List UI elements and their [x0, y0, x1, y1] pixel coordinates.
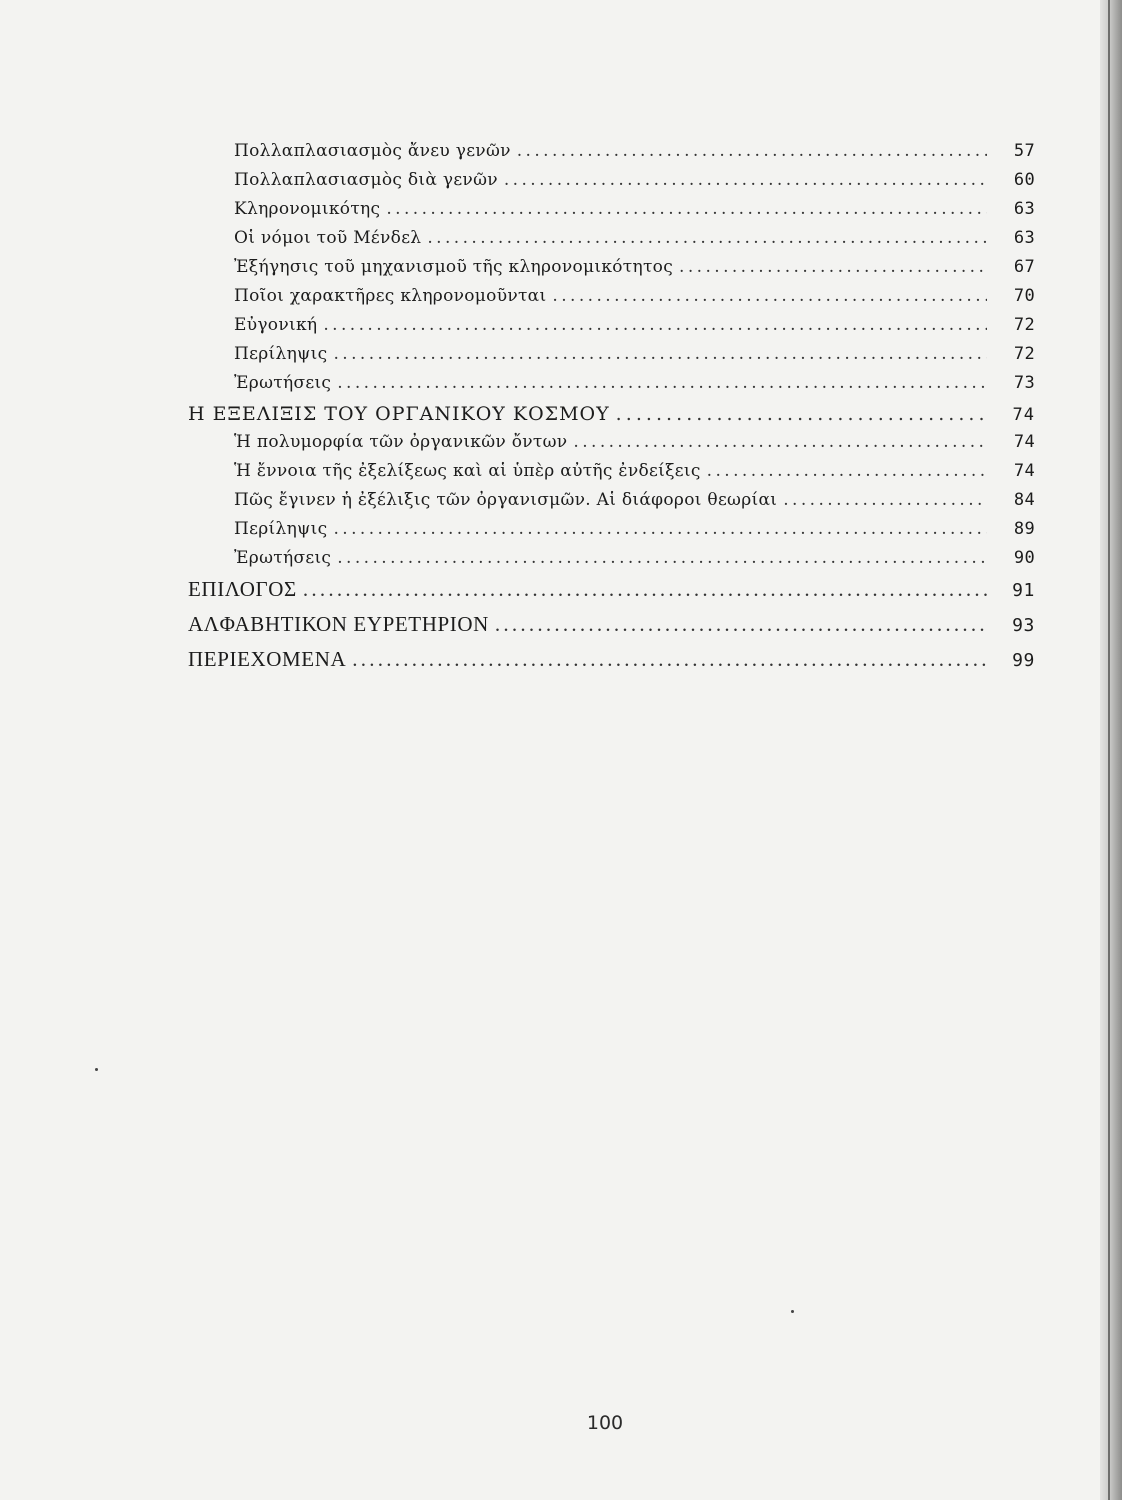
- toc-dot-leader: [386, 199, 987, 219]
- toc-entry-title: Οἱ νόμοι τοῦ Μένδελ: [234, 228, 422, 248]
- toc-entry-page: 74: [1013, 432, 1035, 452]
- toc-dot-leader: [303, 577, 987, 602]
- toc-entry-title: ΑΛΦΑΒΗΤΙΚΟΝ ΕΥΡΕΤΗΡΙΟΝ: [188, 612, 489, 636]
- toc-entry: [188, 647, 1035, 682]
- toc-entry-title: Περίληψις: [234, 519, 328, 539]
- toc-dot-leader: [337, 373, 987, 393]
- page-binding-edge: [1100, 0, 1122, 1500]
- toc-entry-title: Ἐξήγησις τοῦ μηχανισμοῦ τῆς κληρονομικότητος: [234, 257, 674, 277]
- toc-dot-leader: [495, 612, 987, 637]
- toc-dot-leader: [323, 315, 987, 335]
- toc-entry-page: 57: [1013, 141, 1035, 161]
- toc-dot-leader: [337, 548, 987, 568]
- toc-entry-page: 74: [1013, 461, 1035, 481]
- toc-entry-title: Πολλαπλασιασμὸς διὰ γενῶν: [234, 170, 498, 190]
- toc-dot-leader: [707, 461, 987, 481]
- toc-entry-page: 93: [1012, 615, 1035, 636]
- toc-entry-page: 60: [1013, 170, 1035, 190]
- toc-dot-leader: [679, 257, 987, 277]
- toc-entry-title: Περίληψις: [234, 344, 328, 364]
- toc-entry-page: 89: [1013, 519, 1035, 539]
- toc-entry-title: Ποῖοι χαρακτῆρες κληρονομοῦνται: [234, 286, 547, 306]
- page-number: 100: [586, 1412, 624, 1434]
- toc-dot-leader: [573, 432, 987, 452]
- toc-entry-title: Πολλαπλασιασμὸς ἄνευ γενῶν: [234, 141, 511, 161]
- toc-entry-title: Ἡ πολυμορφία τῶν ὀργανικῶν ὄντων: [234, 432, 568, 452]
- toc-entry-title: ΕΠΙΛΟΓΟΣ: [188, 577, 297, 601]
- toc-entry: [188, 612, 1035, 647]
- toc-entry: [188, 315, 1035, 344]
- toc-entry-page: 63: [1013, 199, 1035, 219]
- toc-entry-page: 91: [1012, 580, 1035, 601]
- toc-entry-page: 72: [1013, 344, 1035, 364]
- toc-entry: [188, 286, 1035, 315]
- toc-entry-page: 90: [1013, 548, 1035, 568]
- toc-entry-page: 63: [1013, 228, 1035, 248]
- table-of-contents: [188, 141, 1035, 682]
- toc-entry-title: Πῶς ἔγινεν ἡ ἐξέλιξις τῶν ὀργανισμῶν. Αἱ διάφοροι θεωρίαι: [234, 490, 778, 510]
- toc-entry: [188, 519, 1035, 548]
- toc-entry-page: 70: [1013, 286, 1035, 306]
- toc-entry: [188, 141, 1035, 170]
- toc-dot-leader: [783, 490, 987, 510]
- toc-dot-leader: [517, 141, 987, 161]
- toc-entry: [188, 373, 1035, 402]
- toc-entry: [188, 228, 1035, 257]
- toc-entry: [188, 548, 1035, 577]
- toc-dot-leader: [352, 647, 987, 672]
- toc-dot-leader: [552, 286, 987, 306]
- toc-entry: [188, 461, 1035, 490]
- toc-entry-title: Εὐγονική: [234, 315, 318, 335]
- toc-entry: [188, 170, 1035, 199]
- print-speck: [791, 1310, 794, 1313]
- toc-entry-title: Ἐρωτήσεις: [234, 548, 332, 568]
- toc-dot-leader: [333, 344, 987, 364]
- toc-entry-page: 67: [1013, 257, 1035, 277]
- toc-entry-page: 99: [1012, 650, 1035, 671]
- toc-dot-leader: [333, 519, 987, 539]
- toc-entry-page: 84: [1013, 490, 1035, 510]
- toc-dot-leader: [427, 228, 987, 248]
- toc-entry-title: Ἡ ἔννοια τῆς ἐξελίξεως καὶ αἱ ὑπὲρ αὐτῆς ἐνδείξεις: [234, 461, 701, 481]
- toc-dot-leader: [616, 403, 987, 425]
- toc-entry: [188, 577, 1035, 612]
- print-speck: [95, 1068, 98, 1071]
- toc-entry-title: ΠΕΡΙΕΧΟΜΕΝΑ: [188, 647, 347, 671]
- toc-entry: [188, 403, 1035, 432]
- toc-entry: [188, 432, 1035, 461]
- toc-entry-page: 73: [1013, 373, 1035, 393]
- toc-dot-leader: [504, 170, 987, 190]
- toc-entry: [188, 344, 1035, 373]
- toc-entry: [188, 199, 1035, 228]
- toc-entry-title: Ἐρωτήσεις: [234, 373, 332, 393]
- toc-entry: [188, 257, 1035, 286]
- toc-entry-page: 74: [1012, 405, 1035, 425]
- toc-entry-page: 72: [1013, 315, 1035, 335]
- toc-entry-title: Η ΕΞΕΛΙΞΙΣ ΤΟΥ ΟΡΓΑΝΙΚΟΥ ΚΟΣΜΟΥ: [188, 403, 610, 425]
- page-binding-line: [1108, 0, 1110, 1500]
- toc-entry-title: Κληρονομικότης: [234, 199, 381, 219]
- toc-entry: [188, 490, 1035, 519]
